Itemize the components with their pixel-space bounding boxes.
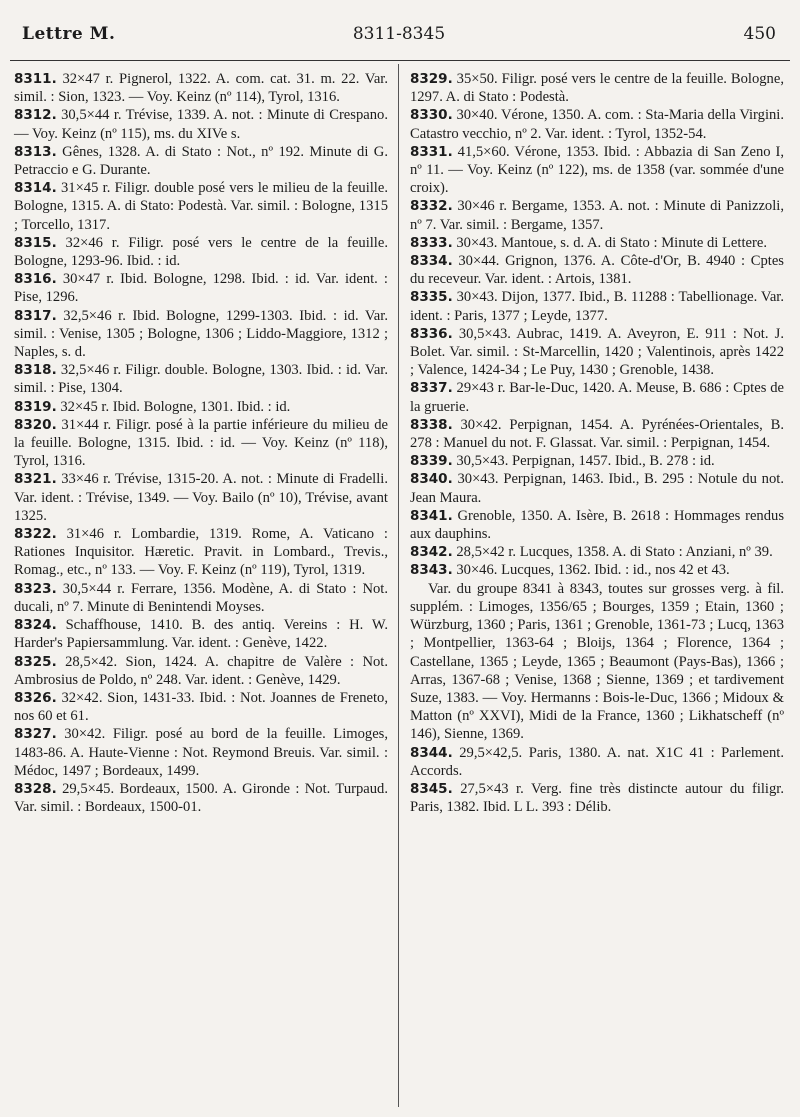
entry-number: 8345.	[410, 780, 453, 797]
catalog-entry	[14, 689, 388, 725]
entry-number: 8322.	[14, 526, 57, 543]
entry-text: 31×46 r. Lombardie, 1319. Rome, A. Vaticano : Rationes Inquisitor. Hæretic. Pravit. in Lombard., Trevis., Romag., etc., nº 133. — Voy. F. Keinz (nº 119), Tyrol, 1319.	[14, 526, 388, 579]
catalog-entry	[410, 470, 784, 506]
catalog-entry	[410, 325, 784, 380]
catalog-entry	[14, 398, 388, 416]
entry-number: 8319.	[14, 398, 57, 415]
entry-number: 8326.	[14, 689, 57, 706]
entry-number: 8337.	[410, 380, 453, 397]
entry-number: 8342.	[410, 544, 453, 561]
entry-number: 8333.	[410, 234, 453, 251]
entry-text: 28,5×42 r. Lucques, 1358. A. di Stato : Anziani, nº 39.	[456, 544, 773, 561]
entry-number: 8325.	[14, 653, 57, 670]
entry-number: 8338.	[410, 416, 453, 433]
catalog-entry	[410, 452, 784, 470]
entry-number: 8335.	[410, 289, 453, 306]
entry-text: 30,5×43. Perpignan, 1457. Ibid., B. 278 : id.	[456, 453, 715, 470]
entry-number: 8312.	[14, 107, 57, 124]
catalog-entry	[14, 179, 388, 234]
entry-text: 27,5×43 r. Verg. fine très distincte autour du filigr. Paris, 1382. Ibid. L L. 393 : Délib.	[410, 780, 784, 816]
entry-text: 30×46 r. Bergame, 1353. A. not. : Minute di Panizzoli, nº 7. Var. simil. : Bergame, 1357.	[410, 198, 784, 233]
catalog-entry	[14, 270, 388, 306]
entry-text: Var. du groupe 8341 à 8343, toutes sur grosses verg. à fil. supplém. : Limoges, 1356/65 ; Bourges, 1359 ; Etain, 1360 ; Würzburg, 1360 ; Paris, 1361 ; Grenoble, 1361-73 ; Lucq, 1363 ; Montpellier, 1363-64 ; Bloijs, 1364 ; Florence, 1364 ; Castellane, 1365 ; Leyde, 1365 ; Beaumont (Pays-Bas), 1366 ; Arras, 1367-68 ; Venise, 1368 ; Sienne, 1369 ; et tardivement Suze, 1383. — Voy. Hermanns : Bois-le-Duc, 1366 ; Midoux & Matton (nº XXVI), Midi de la France, 1360 ; Likhatscheff (nº 146), Sienne, 1369.	[410, 580, 784, 743]
entry-text: 35×50. Filigr. posé vers le centre de la feuille. Bologne, 1297. A. di Stato : Podestà.	[410, 71, 784, 106]
catalog-entry	[14, 616, 388, 652]
entry-number: 8315.	[14, 234, 57, 251]
entry-number: 8339.	[410, 453, 453, 470]
catalog-entry	[410, 234, 784, 252]
entry-number: 8336.	[410, 325, 453, 342]
header-entry-range: 8311-8345	[352, 24, 446, 44]
entry-text: 29,5×45. Bordeaux, 1500. A. Gironde : Not. Turpaud. Var. simil. : Bordeaux, 1500-01.	[14, 780, 388, 816]
entry-text: 30×47 r. Ibid. Bologne, 1298. Ibid. : id. Var. ident. : Pise, 1296.	[14, 271, 388, 306]
catalog-entry	[410, 580, 784, 744]
entry-number: 8334.	[410, 253, 453, 270]
left-column	[14, 70, 388, 816]
catalog-entry	[14, 106, 388, 142]
catalog-entry	[14, 470, 388, 525]
entry-text: 29,5×42,5. Paris, 1380. A. nat. X1C 41 : Parlement. Accords.	[410, 744, 784, 779]
catalog-entry	[410, 416, 784, 452]
entry-text: 30×43. Mantoue, s. d. A. di Stato : Minute di Lettere.	[456, 234, 767, 251]
catalog-entry	[410, 252, 784, 288]
entry-text: 30×43. Dijon, 1377. Ibid., B. 11288 : Tabellionage. Var. ident. : Paris, 1377 ; Leyde, 1377.	[410, 289, 784, 324]
entry-number: 8344.	[410, 744, 453, 761]
entry-number: 8320.	[14, 416, 57, 433]
entry-number: 8327.	[14, 726, 57, 743]
entry-text: 32,5×46 r. Filigr. double. Bologne, 1303. Ibid. : id. Var. simil. : Pise, 1304.	[14, 362, 388, 397]
entry-text: 41,5×60. Vérone, 1353. Ibid. : Abbazia di San Zeno I, nº 11. — Voy. Keinz (nº 122), ms. de 1358 (var. sommée d'une croix).	[410, 143, 784, 197]
column-divider	[398, 64, 399, 1107]
catalog-entry	[410, 70, 784, 106]
entry-text: 30,5×43. Aubrac, 1419. A. Aveyron, E. 911 : Not. J. Bolet. Var. simil. : St-Marcellin, 1420 ; Valentinois, après 1422 ; Valence, 1424-34 ; Le Puy, 1430 ; Grenoble, 1438.	[410, 325, 784, 379]
entry-number: 8341.	[410, 507, 453, 524]
catalog-entry	[14, 361, 388, 397]
catalog-entry	[14, 580, 388, 616]
header-section-title: Lettre M.	[22, 24, 116, 44]
catalog-entry	[14, 143, 388, 179]
entry-number: 8318.	[14, 362, 57, 379]
entry-text: Schaffhouse, 1410. B. des antiq. Vereins : H. W. Harder's Papiersammlung. Var. ident. : Genève, 1422.	[14, 617, 388, 652]
entry-text: 30×40. Vérone, 1350. A. com. : Sta-Maria della Virgini. Catastro vecchio, nº 2. Var. ident. : Tyrol, 1352-54.	[410, 107, 784, 142]
page-header	[22, 24, 776, 52]
entry-number: 8340.	[410, 471, 453, 488]
entry-text: 30×42. Perpignan, 1454. A. Pyrénées-Orientales, B. 278 : Manuel du not. F. Glassat. Var. simil. : Perpignan, 1454.	[410, 416, 784, 452]
catalog-entry	[410, 379, 784, 415]
catalog-entry	[410, 543, 784, 561]
entry-number: 8313.	[14, 143, 57, 160]
entry-number: 8324.	[14, 617, 57, 634]
catalog-entry	[410, 288, 784, 324]
entry-number: 8323.	[14, 580, 57, 597]
entry-text: 32,5×46 r. Ibid. Bologne, 1299-1303. Ibid. : id. Var. simil. : Venise, 1305 ; Bologne, 1306 ; Liddo-Maggiore, 1312 ; Naples, s. d.	[14, 307, 388, 361]
right-column	[410, 70, 784, 816]
entry-text: 32×47 r. Pignerol, 1322. A. com. cat. 31. m. 22. Var. simil. : Sion, 1323. — Voy. Keinz (nº 114), Tyrol, 1316.	[14, 71, 388, 106]
catalog-entry	[14, 653, 388, 689]
entry-number: 8331.	[410, 143, 453, 160]
entry-text: Grenoble, 1350. A. Isère, B. 2618 : Hommages rendus aux dauphins.	[410, 507, 784, 543]
entry-text: 30,5×44 r. Ferrare, 1356. Modène, A. di Stato : Not. ducali, nº 7. Minute di Benintendi Moyses.	[14, 580, 389, 615]
catalog-entry	[410, 106, 784, 142]
entry-text: 32×42. Sion, 1431-33. Ibid. : Not. Joannes de Freneto, nos 60 et 61.	[14, 689, 388, 725]
entry-number: 8330.	[410, 107, 453, 124]
entry-text: 31×44 r. Filigr. posé à la partie inférieure du milieu de la feuille. Bologne, 1315. Ibid. : id. — Voy. Keinz (nº 118), Tyrol, 1316.	[14, 416, 388, 470]
entry-text: 32×45 r. Ibid. Bologne, 1301. Ibid. : id.	[60, 398, 291, 415]
catalog-entry	[410, 143, 784, 198]
entry-number: 8328.	[14, 780, 57, 797]
entry-number: 8343.	[410, 562, 453, 579]
header-page-number: 450	[743, 24, 776, 44]
catalog-entry	[410, 197, 784, 233]
entry-text: 30×46. Lucques, 1362. Ibid. : id., nos 42 et 43.	[456, 562, 730, 579]
entry-text: 30,5×44 r. Trévise, 1339. A. not. : Minute di Crespano. — Voy. Keinz (nº 115), ms. du XIVe s.	[14, 107, 388, 142]
entry-text: 30×43. Perpignan, 1463. Ibid., B. 295 : Notule du not. Jean Maura.	[410, 471, 784, 506]
catalog-entry	[14, 70, 388, 106]
header-rule	[10, 60, 790, 61]
entry-text: 30×44. Grignon, 1376. A. Côte-d'Or, B. 4940 : Cptes du receveur. Var. ident. : Artois, 1381.	[410, 253, 784, 288]
entry-number: 8329.	[410, 71, 453, 87]
entry-text: 30×42. Filigr. posé au bord de la feuille. Limoges, 1483-86. A. Haute-Vienne : Not. Reymond Breuis. Var. simil. : Médoc, 1497 ; Bordeaux, 1499.	[14, 726, 388, 779]
catalog-entry	[14, 416, 388, 471]
entry-number: 8321.	[14, 471, 57, 488]
catalog-entry	[410, 780, 784, 816]
catalog-entry	[410, 507, 784, 543]
catalog-entry	[410, 561, 784, 579]
entry-text: 28,5×42. Sion, 1424. A. chapitre de Valère : Not. Ambrosius de Poldo, nº 248. Var. ident. : Genève, 1429.	[14, 653, 388, 688]
catalog-entry	[14, 525, 388, 580]
entry-number: 8314.	[14, 180, 57, 197]
catalog-entry	[410, 744, 784, 780]
entry-number: 8316.	[14, 271, 57, 288]
entry-text: 32×46 r. Filigr. posé vers le centre de la feuille. Bologne, 1293-96. Ibid. : id.	[14, 234, 388, 270]
entry-text: 31×45 r. Filigr. double posé vers le milieu de la feuille. Bologne, 1315. A. di Stato: Podestà. Var. simil. : Bologne, 1315 ; Torcello, 1317.	[14, 180, 388, 233]
catalog-entry	[14, 780, 388, 816]
catalog-entry	[14, 307, 388, 362]
entry-number: 8311.	[14, 71, 57, 87]
entry-text: 29×43 r. Bar-le-Duc, 1420. A. Meuse, B. 686 : Cptes de la gruerie.	[410, 380, 784, 415]
entry-number: 8332.	[410, 198, 453, 215]
entry-text: 33×46 r. Trévise, 1315-20. A. not. : Minute di Fradelli. Var. ident. : Trévise, 1349. — Voy. Bailo (nº 10), Trévise, avant 1325.	[14, 471, 388, 524]
entry-text: Gênes, 1328. A. di Stato : Not., nº 192. Minute di G. Petraccio e G. Durante.	[14, 143, 388, 179]
catalog-entry	[14, 234, 388, 270]
entry-number: 8317.	[14, 307, 57, 324]
catalog-entry	[14, 725, 388, 780]
